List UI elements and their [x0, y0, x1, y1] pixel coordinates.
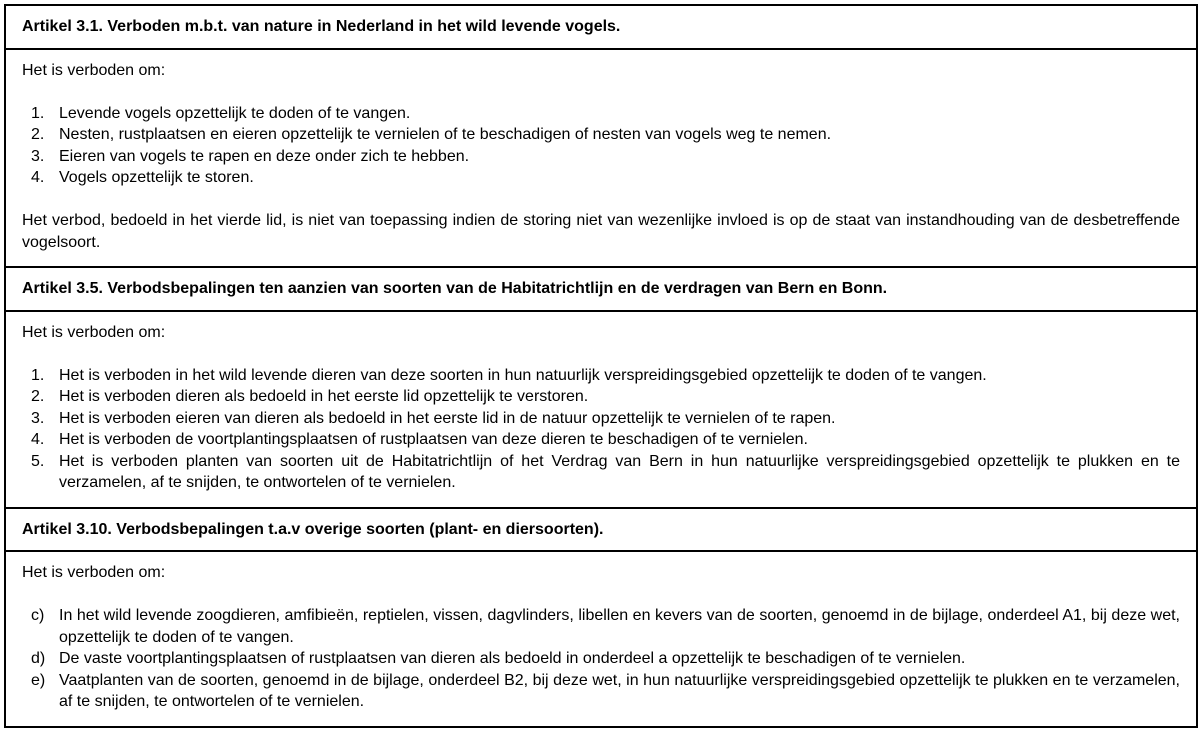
list-item	[22, 103, 1180, 125]
list-item-text: In het wild levende zoogdieren, amfibieën, reptielen, vissen, dagvlinders, libellen en kevers van de soorten, genoemd in de bijlage, onderdeel A1, bij deze wet, opzettelijk te doden of te vangen.	[59, 607, 1180, 646]
list-item-text: De vaste voortplantingsplaatsen of rustplaatsen van dieren als bedoeld in onderdeel a opzettelijk te beschadigen of te vernielen.	[59, 650, 966, 667]
list-item-marker: 5.	[31, 452, 45, 470]
list-item-marker: d)	[31, 650, 46, 667]
list-item-text: Het is verboden eieren van dieren als bedoeld in het eerste lid in de natuur opzettelijk te vernielen of te rapen.	[59, 409, 836, 427]
list-item-marker: 3.	[31, 147, 45, 165]
list-item-text: Het is verboden dieren als bedoeld in het eerste lid opzettelijk te verstoren.	[59, 388, 589, 405]
list-item	[22, 146, 1180, 168]
list-item-text: Eieren van vogels te rapen en deze onder zich te hebben.	[59, 147, 470, 165]
list-item-text: Vogels opzettelijk te storen.	[59, 169, 254, 186]
list-item-text: Vaatplanten van de soorten, genoemd in de bijlage, onderdeel B2, bij deze wet, in hun natuurlijke verspreidingsgebied opzettelijk te plukken en te verzamelen, af te snijden, te ontwortelen of te vernielen.	[59, 671, 1180, 710]
document-table	[4, 4, 1198, 728]
list-item-text: Het is verboden in het wild levende dieren van deze soorten in hun natuurlijk verspreidingsgebied opzettelijk te doden of te vangen.	[59, 366, 987, 384]
intro-text: Het is verboden om:	[22, 61, 166, 79]
list-item	[22, 365, 1180, 387]
list-item	[22, 429, 1180, 451]
prohibition-list	[22, 103, 1180, 189]
list-item-text: Het is verboden de voortplantingsplaatsen of rustplaatsen van deze dieren te beschadigen of te vernielen.	[59, 431, 808, 448]
article-body	[6, 48, 1196, 267]
list-item-marker: 2.	[31, 126, 45, 143]
article-section-header	[6, 507, 1196, 551]
article-title: Artikel 3.1. Verboden m.b.t. van nature in Nederland in het wild levende vogels.	[22, 18, 621, 35]
list-item-marker: e)	[31, 671, 46, 689]
list-item-marker: 4.	[31, 169, 45, 186]
note-paragraph: Het verbod, bedoeld in het vierde lid, is niet van toepassing indien de storing niet van wezenlijke invloed is op de staat van instandhouding van de desbetreffende vogelsoort.	[22, 212, 1180, 251]
list-item	[22, 605, 1180, 648]
article-body	[6, 310, 1196, 507]
prohibition-list	[22, 365, 1180, 494]
list-item-text: Levende vogels opzettelijk te doden of te vangen.	[59, 104, 411, 122]
list-item-text: Het is verboden planten van soorten uit de Habitatrichtlijn of het Verdrag van Bern in hun natuurlijke verspreidingsgebied opzettelijk te plukken en te verzamelen, af te snijden, te ontwortelen of te vernielen.	[59, 452, 1180, 491]
list-item-marker: 3.	[31, 409, 45, 427]
list-item-marker: c)	[31, 607, 45, 624]
list-item	[22, 648, 1180, 670]
prohibition-list	[22, 605, 1180, 713]
article-title: Artikel 3.5. Verbodsbepalingen ten aanzien van soorten van de Habitatrichtlijn en de verdragen van Bern en Bonn.	[22, 280, 888, 297]
article-section-header	[6, 6, 1196, 48]
list-item	[22, 124, 1180, 146]
list-item	[22, 451, 1180, 494]
article-body	[6, 550, 1196, 726]
list-item-marker: 2.	[31, 388, 45, 405]
list-item	[22, 408, 1180, 430]
list-item-marker: 1.	[31, 104, 45, 122]
list-item-marker: 4.	[31, 431, 45, 448]
intro-text: Het is verboden om:	[22, 564, 166, 581]
list-item	[22, 670, 1180, 713]
intro-text: Het is verboden om:	[22, 323, 166, 341]
article-section-header	[6, 266, 1196, 310]
list-item	[22, 167, 1180, 189]
list-item-marker: 1.	[31, 366, 45, 384]
article-title: Artikel 3.10. Verbodsbepalingen t.a.v overige soorten (plant- en diersoorten).	[22, 520, 604, 538]
list-item	[22, 386, 1180, 408]
list-item-text: Nesten, rustplaatsen en eieren opzettelijk te vernielen of te beschadigen of nesten van vogels weg te nemen.	[59, 126, 832, 143]
